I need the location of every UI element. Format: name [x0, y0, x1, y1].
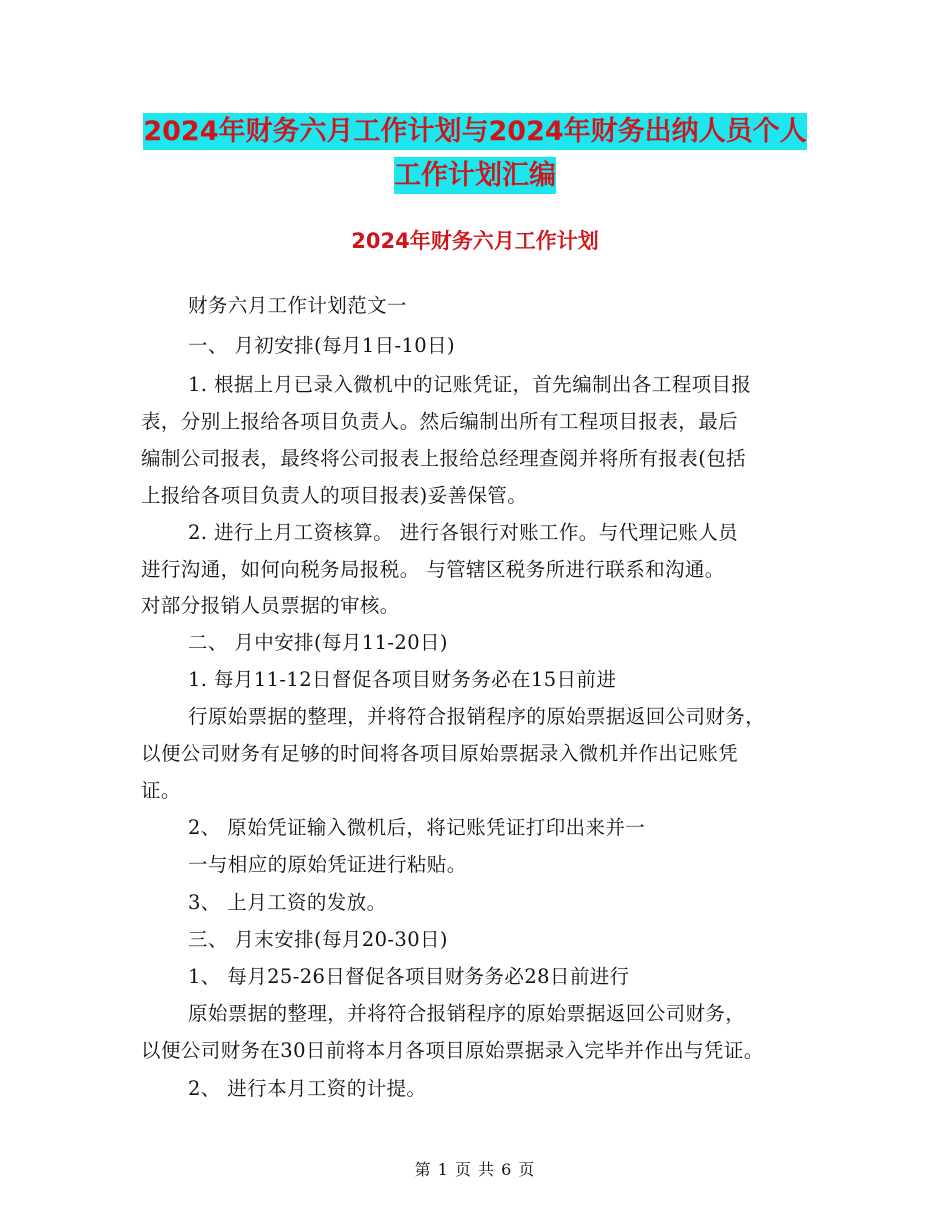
document-title-line-1 — [0, 113, 950, 150]
body-line: 二、 月中安排(每月11-20日) — [188, 631, 448, 654]
section-title: 2024年财务六月工作计划 — [351, 229, 599, 253]
body-line: 2、 原始凭证输入微机后，将记账凭证打印出来并一 — [188, 816, 646, 839]
body-line: 对部分报销人员票据的审核。 — [141, 594, 400, 617]
body-line: 表，分别上报给各项目负责人。然后编制出所有工程项目报表，最后 — [141, 410, 739, 433]
body-line: 一、 月初安排(每月1日-10日) — [188, 334, 456, 357]
title-text-1: 2024年财务六月工作计划与2024年财务出纳人员个人 — [143, 113, 806, 150]
body-line: 一与相应的原始凭证进行粘贴。 — [188, 853, 467, 876]
body-line: 以便公司财务有足够的时间将各项目原始票据录入微机并作出记账凭 — [141, 742, 739, 765]
body-line: 1. 每月11-12日督促各项目财务务必在15日前进 — [188, 668, 617, 691]
body-line: 3、 上月工资的发放。 — [188, 891, 387, 914]
body-line: 进行沟通，如何向税务局报税。 与管辖区税务所进行联系和沟通。 — [141, 558, 725, 581]
page-footer: 第 1 页 共 6 页 — [414, 1160, 536, 1179]
body-line: 1、 每月25-26日督促各项目财务务必28日前进行 — [188, 965, 630, 988]
body-line: 行原始票据的整理，并将符合报销程序的原始票据返回公司财务， — [188, 705, 766, 728]
body-line: 证。 — [141, 779, 181, 802]
body-line: 编制公司报表，最终将公司报表上报给总经理查阅并将所有报表(包括 — [141, 447, 747, 470]
body-line: 1. 根据上月已录入微机中的记账凭证，首先编制出各工程项目报 — [188, 373, 752, 396]
body-line: 2、 进行本月工资的计提。 — [188, 1077, 427, 1100]
body-line: 财务六月工作计划范文一 — [188, 294, 407, 317]
document-title-line-2 — [0, 157, 950, 194]
body-line: 上报给各项目负责人的项目报表)妥善保管。 — [141, 484, 528, 507]
body-line: 原始票据的整理，并将符合报销程序的原始票据返回公司财务， — [188, 1002, 746, 1025]
body-line: 以便公司财务在30日前将本月各项目原始票据录入完毕并作出与凭证。 — [141, 1039, 764, 1062]
body-line: 2. 进行上月工资核算。 进行各银行对账工作。与代理记账人员 — [188, 521, 739, 544]
title-text-2: 工作计划汇编 — [394, 157, 556, 194]
body-line: 三、 月末安排(每月20-30日) — [188, 928, 448, 951]
